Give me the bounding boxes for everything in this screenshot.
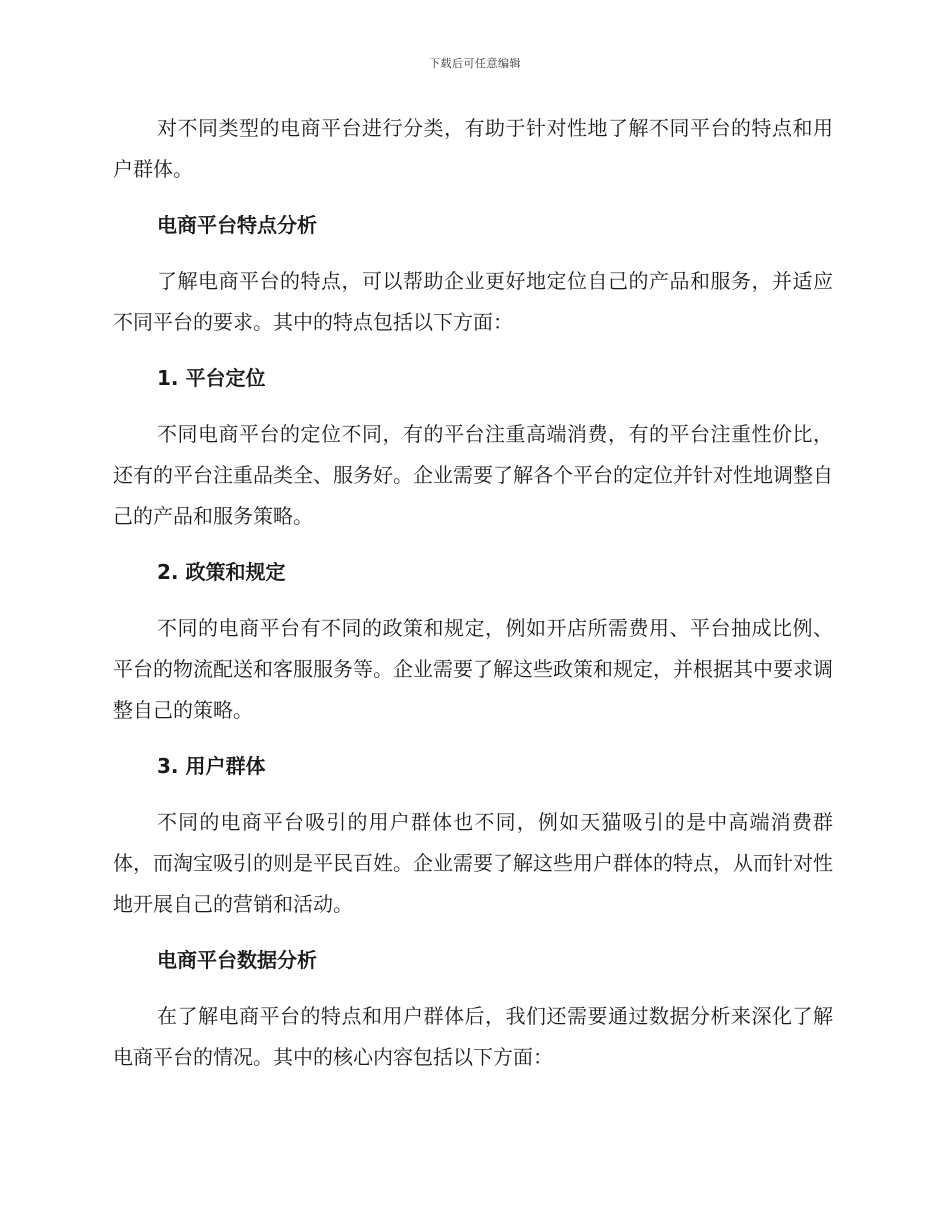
spacer	[113, 925, 833, 940]
paragraph-data-analysis-intro: 在了解电商平台的特点和用户群体后，我们还需要通过数据分析来深化了解电商平台的情况。其中的核心内容包括以下方面：	[113, 1004, 833, 1069]
section-heading-data-analysis: 电商平台数据分析	[157, 948, 317, 972]
spacer	[113, 593, 833, 608]
subheading-platform-positioning: 1. 平台定位	[157, 366, 266, 390]
spacer	[113, 399, 833, 414]
spacer	[113, 537, 833, 552]
spacer	[113, 787, 833, 802]
paragraph-features-intro: 了解电商平台的特点，可以帮助企业更好地定位自己的产品和服务，并适应不同平台的要求。其中的特点包括以下方面：	[113, 269, 833, 334]
subheading-policies-rules: 2. 政策和规定	[157, 560, 286, 584]
spacer	[113, 981, 833, 996]
section-heading-platform-features: 电商平台特点分析	[157, 213, 317, 237]
spacer	[113, 731, 833, 746]
spacer	[113, 343, 833, 358]
document-body	[113, 108, 833, 1078]
subheading-user-groups: 3. 用户群体	[157, 754, 266, 778]
paragraph-user-groups: 不同的电商平台吸引的用户群体也不同，例如天猫吸引的是中高端消费群体，而淘宝吸引的则是平民百姓。企业需要了解这些用户群体的特点，从而针对性地开展自己的营销和活动。	[113, 810, 833, 916]
paragraph-platform-positioning: 不同电商平台的定位不同，有的平台注重高端消费，有的平台注重性价比，还有的平台注重品类全、服务好。企业需要了解各个平台的定位并针对性地调整自己的产品和服务策略。	[113, 422, 833, 528]
paragraph-platform-classification: 对不同类型的电商平台进行分类，有助于针对性地了解不同平台的特点和用户群体。	[113, 116, 833, 181]
page-header-note: 下载后可任意编辑	[429, 57, 521, 70]
spacer	[113, 190, 833, 205]
paragraph-policies-rules: 不同的电商平台有不同的政策和规定，例如开店所需费用、平台抽成比例、平台的物流配送和客服服务等。企业需要了解这些政策和规定，并根据其中要求调整自己的策略。	[113, 616, 833, 722]
spacer	[113, 246, 833, 261]
